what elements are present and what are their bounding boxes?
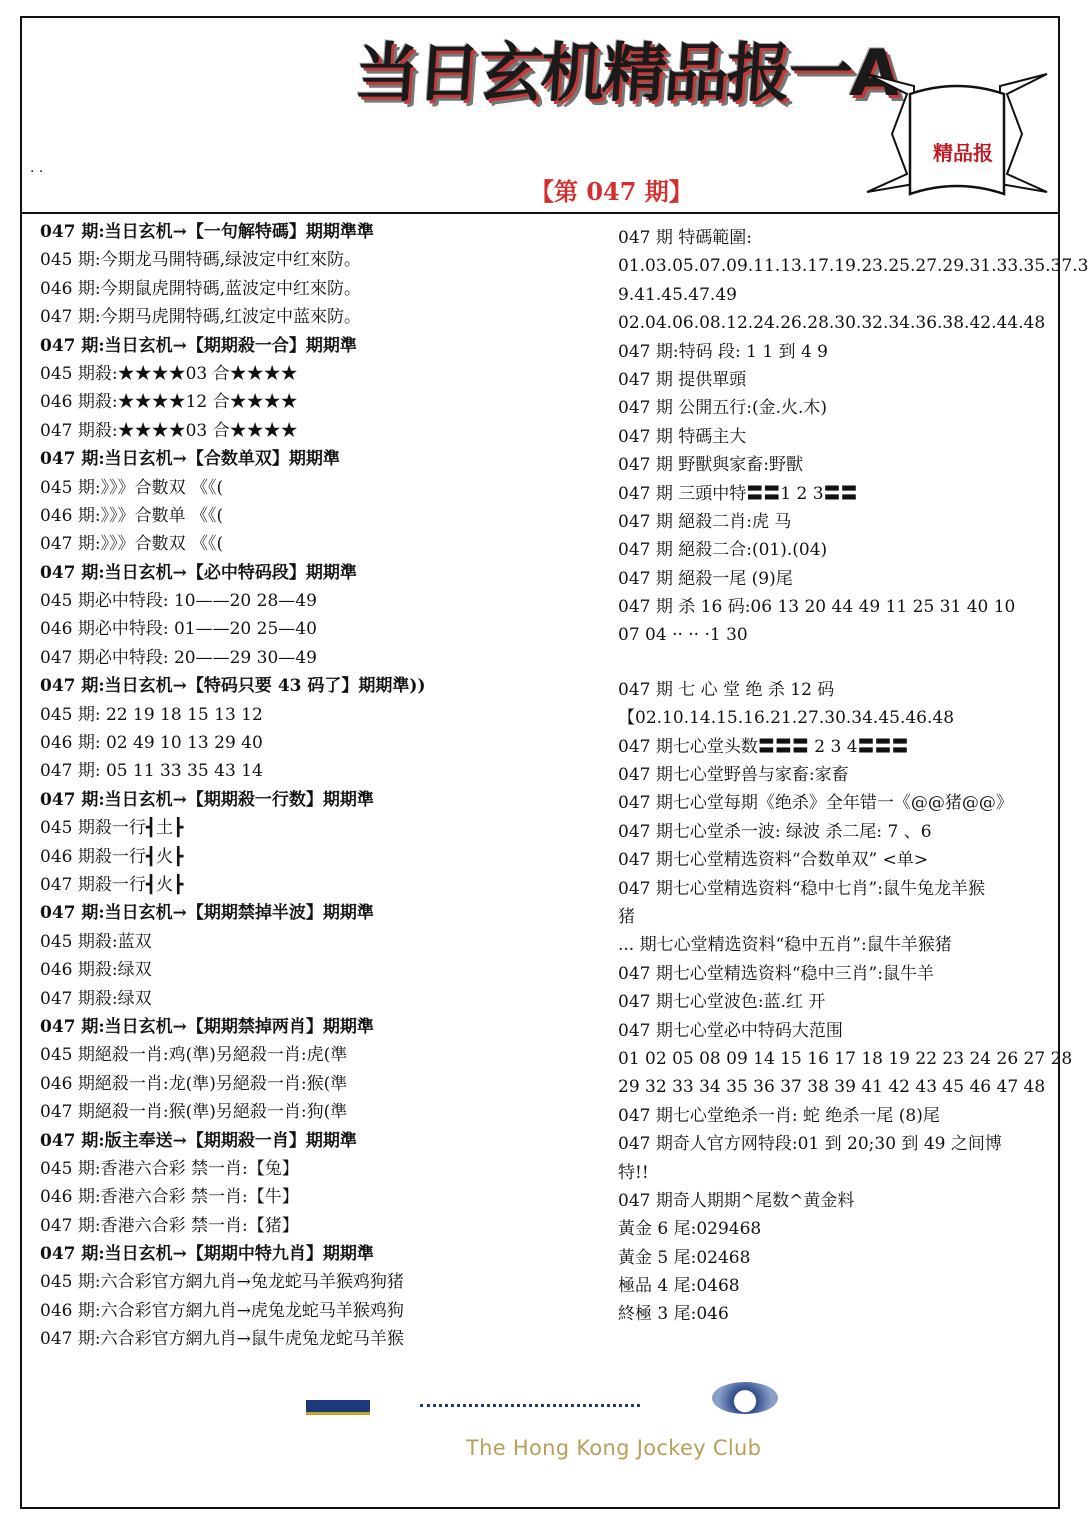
list-item: 047 期殺:★★★★03 合★★★★ <box>40 420 298 441</box>
section-heading: 047 期:当日玄机→【期期殺一行数】期期準 <box>40 789 374 810</box>
right-column <box>618 224 1088 1329</box>
info-line: 01 02 05 08 09 14 15 16 17 18 19 22 23 24 26 27 28 <box>618 1048 1073 1069</box>
list-item: 045 期殺一行┫土┣ <box>40 818 184 839</box>
info-line: 047 期奇人期期^尾数^黄金料 <box>618 1190 855 1211</box>
list-item: 047 期殺:绿双 <box>40 988 152 1009</box>
list-item: 045 期:今期龙马開特碼,绿波定中红來防。 <box>40 250 361 271</box>
list-item: 046 期殺:绿双 <box>40 960 152 981</box>
info-line: 047 期 杀 16 码:06 13 20 44 49 11 25 31 40 10 <box>618 597 1016 618</box>
info-line: 047 期:特码 段: 1 1 到 4 9 <box>618 341 828 362</box>
block-spacer <box>618 650 1038 676</box>
info-line: 047 期七心堂波色:蓝.红 开 <box>618 992 826 1013</box>
section-heading: 047 期:当日玄机→【特码只要 43 码了】期期準)) <box>40 676 426 697</box>
list-item: 045 期:》》》合數双 《《( <box>40 477 224 498</box>
left-column <box>40 218 585 1354</box>
section-heading: 047 期:当日玄机→【期期禁掉半波】期期準 <box>40 903 374 924</box>
info-line: 【02.10.14.15.16.21.27.30.34.45.46.48 <box>618 708 955 729</box>
list-item: 047 期: 05 11 33 35 43 14 <box>40 761 263 782</box>
info-line: 02.04.06.08.12.24.26.28.30.32.34.36.38.42.44.48 <box>618 313 1046 334</box>
info-line: 047 期 公開五行:(金.火.木) <box>618 398 828 419</box>
list-item: 046 期必中特段: 01——20 25—40 <box>40 619 317 640</box>
list-item: 046 期:香港六合彩 禁一肖:【牛】 <box>40 1187 299 1208</box>
section-heading: 047 期:当日玄机→【一句解特碼】期期準準 <box>40 222 374 242</box>
page-title: 当日玄机精品报一A <box>351 37 901 111</box>
info-line: 047 期 三頭中特〓〓1 2 3〓〓 <box>618 483 858 504</box>
club-chinese-name-line <box>420 1404 640 1411</box>
info-line: 黃金 5 尾:02468 <box>618 1247 751 1268</box>
list-item: 045 期:六合彩官方網九肖→兔龙蛇马羊猴鸡狗猪 <box>40 1272 404 1293</box>
issue-number: 【第 047 期】 <box>530 177 693 206</box>
info-line: 047 期奇人官方网特段:01 到 20;30 到 49 之间博 <box>618 1134 1002 1155</box>
list-item: 045 期必中特段: 10——20 28—49 <box>40 591 317 612</box>
list-item: 047 期絕殺一肖:猴(準)另絕殺一肖:狗(準 <box>40 1102 348 1123</box>
info-line: 047 期 特碼主大 <box>618 426 747 447</box>
section-heading: 047 期:当日玄机→【期期中特九肖】期期準 <box>40 1244 374 1265</box>
header-divider <box>20 212 1060 214</box>
section-heading: 047 期:当日玄机→【必中特码段】期期準 <box>40 562 357 583</box>
list-item: 047 期:今期马虎開特碼,红波定中蓝來防。 <box>40 307 361 328</box>
info-line: 047 期 特碼範圍: <box>618 228 752 248</box>
list-item: 045 期殺:蓝双 <box>40 931 152 952</box>
info-line: 047 期七心堂野兽与家畜:家畜 <box>618 765 849 786</box>
info-line: 07 04 ·· ·· ·1 30 <box>618 625 748 646</box>
info-line: 047 期七心堂精选资料“稳中七肖”:鼠牛兔龙羊猴 <box>618 878 985 899</box>
section-heading: 047 期:版主奉送→【期期殺一肖】期期準 <box>40 1130 357 1151</box>
list-item: 045 期絕殺一肖:鸡(準)另絕殺一肖:虎(準 <box>40 1045 348 1066</box>
info-line: 047 期七心堂必中特码大范围 <box>618 1020 843 1041</box>
list-item: 047 期:》》》合數双 《《( <box>40 534 224 555</box>
section-heading: 047 期:当日玄机→【合数单双】期期準 <box>40 449 340 470</box>
list-item: 045 期殺:★★★★03 合★★★★ <box>40 363 298 384</box>
section-heading: 047 期:当日玄机→【期期殺一合】期期準 <box>40 335 357 356</box>
info-line: 01.03.05.07.09.11.13.17.19.23.25.27.29.31.33.35.37.3 <box>618 256 1088 277</box>
list-item: 046 期:六合彩官方網九肖→虎兔龙蛇马羊猴鸡狗 <box>40 1300 404 1321</box>
info-line: 047 期七心堂杀一波: 绿波 杀二尾: 7 、6 <box>618 821 932 842</box>
info-line: 29 32 33 34 35 36 37 38 39 41 42 43 45 46 47 48 <box>618 1077 1046 1098</box>
list-item: 047 期:香港六合彩 禁一肖:【猪】 <box>40 1215 299 1236</box>
info-line: 047 期 絕殺一尾 (9)尾 <box>618 568 793 589</box>
list-item: 047 期殺一行┫火┣ <box>40 874 184 895</box>
info-line: 047 期 絕殺二合:(01).(04) <box>618 540 828 561</box>
scroll-badge-icon <box>862 64 1052 204</box>
list-item: 045 期: 22 19 18 15 13 12 <box>40 704 263 725</box>
section-heading: 047 期:当日玄机→【期期禁掉两肖】期期準 <box>40 1016 374 1037</box>
info-line: 047 期 提供單頭 <box>618 369 747 390</box>
info-line: 047 期 絕殺二肖:虎 马 <box>618 511 792 532</box>
jockey-club-name: The Hong Kong Jockey Club <box>466 1436 762 1460</box>
list-item: 046 期殺:★★★★12 合★★★★ <box>40 392 298 413</box>
info-line: ... 期七心堂精选资料“稳中五肖”:鼠牛羊猴猪 <box>618 935 952 956</box>
info-line: 黃金 6 尾:029468 <box>618 1219 762 1240</box>
list-item: 045 期:香港六合彩 禁一肖:【兔】 <box>40 1158 299 1179</box>
badge-label: 精品报 <box>933 141 993 165</box>
list-item: 047 期:六合彩官方網九肖→鼠牛虎兔龙蛇马羊猴 <box>40 1329 404 1350</box>
info-line: 047 期七心堂每期《绝杀》全年错一《@@猪@@》 <box>618 793 1013 814</box>
header-dots: . . <box>30 160 44 176</box>
info-line: 極品 4 尾:0468 <box>618 1276 740 1297</box>
info-line: 047 期七心堂精选资料“合数单双” <单> <box>618 850 929 871</box>
info-line: 終極 3 尾:046 <box>618 1304 729 1325</box>
info-line: 047 期七心堂绝杀一肖: 蛇 绝杀一尾 (8)尾 <box>618 1105 940 1126</box>
info-line: 047 期七心堂头数〓〓〓 2 3 4〓〓〓 <box>618 736 909 757</box>
horse-emblem-icon <box>712 1382 778 1414</box>
list-item: 046 期殺一行┫火┣ <box>40 846 184 867</box>
list-item: 046 期:》》》合數单 《《( <box>40 505 224 526</box>
club-logo-left-icon <box>306 1400 370 1415</box>
list-item: 046 期:今期鼠虎開特碼,蓝波定中红來防。 <box>40 278 361 299</box>
info-line: 047 期 七 心 堂 绝 杀 12 码 <box>618 679 835 700</box>
info-line: 特!! <box>618 1162 649 1183</box>
info-line: 047 期七心堂精选资料“稳中三肖”:鼠牛羊 <box>618 963 934 984</box>
list-item: 046 期: 02 49 10 13 29 40 <box>40 733 263 754</box>
list-item: 047 期必中特段: 20——29 30—49 <box>40 647 317 668</box>
top-rule <box>20 16 540 18</box>
list-item: 046 期絕殺一肖:龙(準)另絕殺一肖:猴(準 <box>40 1073 348 1094</box>
info-line: 9.41.45.47.49 <box>618 284 737 305</box>
info-line: 047 期 野獸與家畜:野獸 <box>618 455 803 476</box>
info-line: 猪 <box>618 906 635 927</box>
